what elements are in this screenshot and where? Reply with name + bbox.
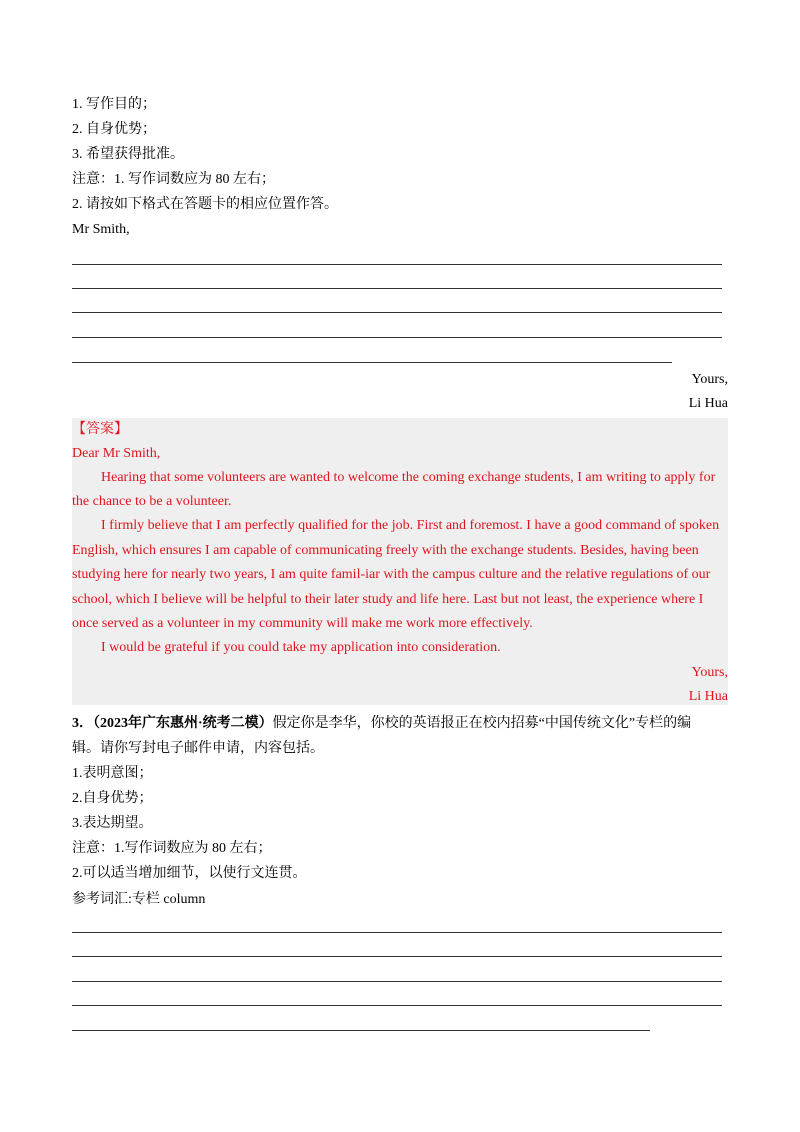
writing-line: [72, 956, 722, 957]
answer-line: I firmly believe that I am perfectly qualified for the job. First and foremost. I have a good command of spoken: [101, 518, 720, 533]
writing-line: [72, 264, 722, 265]
q3-source: （2023年广东惠州·统考二模）: [93, 716, 273, 731]
answer-line: English, which ensures I am capable of communicating freely with the exchange students. Besides, having been: [72, 543, 699, 558]
q2-note-2: 2. 请按如下格式在答题卡的相应位置作答。: [72, 197, 338, 212]
answer-line: studying here for nearly two years, I am quite famil-iar with the campus culture and the relative regulations of our: [72, 567, 711, 582]
q3-number: 3．: [72, 716, 93, 731]
q2-item-2: 2. 自身优势；: [72, 122, 156, 137]
q2-note-1: 注意：1. 写作词数应为 80 左右；: [72, 172, 275, 187]
answer-line: the chance to be a volunteer.: [72, 494, 232, 509]
answer-closing: Yours,: [691, 665, 728, 680]
answer-line: Hearing that some volunteers are wanted to welcome the coming exchange students, I am writing to apply for: [101, 470, 716, 485]
q2-item-3: 3. 希望获得批准。: [72, 147, 184, 162]
q2-closing: Yours,: [691, 372, 728, 387]
answer-tag: 【答案】: [72, 422, 128, 437]
answer-line: school, which I believe will be helpful to their later study and life here. Last but not least, the experience where I: [72, 592, 704, 607]
writing-line: [72, 1005, 722, 1006]
q2-item-1: 1. 写作目的；: [72, 97, 156, 112]
q3-prompt-line-2: 辑。请你写封电子邮件申请，内容包括。: [72, 741, 324, 756]
writing-line: [72, 288, 722, 289]
q3-prompt-line-1: [72, 715, 691, 733]
q3-prompt-text: 假定你是李华，你校的英语报正在校内招募“中国传统文化”专栏的编: [272, 716, 692, 731]
writing-line: [72, 932, 722, 933]
answer-salutation: Dear Mr Smith,: [72, 446, 161, 461]
writing-line: [72, 1030, 650, 1031]
writing-line: [72, 362, 672, 363]
answer-line: I would be grateful if you could take my application into consideration.: [101, 640, 501, 655]
q2-signature: Li Hua: [688, 396, 728, 411]
writing-line: [72, 981, 722, 982]
q2-salutation: Mr Smith,: [72, 222, 130, 237]
q3-item-2: 2.自身优势；: [72, 791, 153, 806]
answer-signature: Li Hua: [688, 689, 728, 704]
writing-line: [72, 337, 722, 338]
q3-item-1: 1.表明意图；: [72, 766, 153, 781]
q3-note-1: 注意：1.写作词数应为 80 左右；: [72, 841, 272, 856]
q3-note-2: 2.可以适当增加细节，以使行文连贯。: [72, 866, 307, 881]
answer-line: once served as a volunteer in my community will make me work more effectively.: [72, 616, 533, 631]
writing-line: [72, 312, 722, 313]
q3-item-3: 3.表达期望。: [72, 816, 153, 831]
q3-vocab: 参考词汇:专栏 column: [72, 892, 206, 907]
